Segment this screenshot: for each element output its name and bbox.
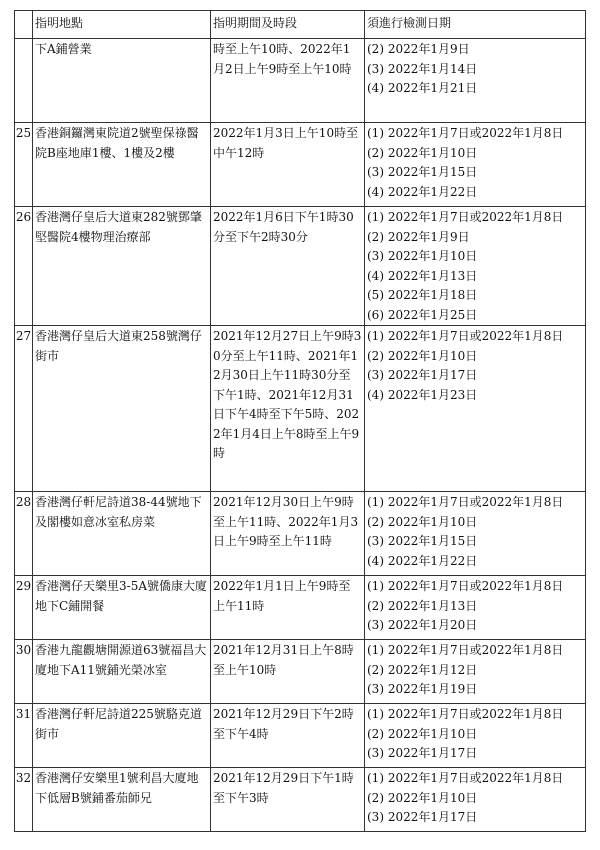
period-cell: 2021年12月29日下午2時至下午4時 — [211, 704, 365, 768]
location-cell: 下A鋪營業 — [33, 39, 211, 123]
period-cell: 2022年1月1日上午9時至上午11時 — [211, 576, 365, 640]
test-date: (2) 2022年1月9日 — [367, 229, 470, 244]
test-date: (3) 2022年1月15日 — [367, 534, 478, 548]
test-date: (4) 2022年1月21日 — [367, 81, 478, 95]
row-number: 26 — [15, 207, 33, 326]
test-date: (3) 2022年1月17日 — [367, 368, 478, 382]
location-cell: 香港灣仔軒尼詩道38-44號地下及閣樓如意冰室私房菜 — [33, 492, 211, 576]
header-dates: 須進行檢測日期 — [365, 11, 586, 39]
test-date: (1) 2022年1月7日或2022年1月8日 — [367, 643, 564, 657]
test-date: (1) 2022年1月7日或2022年1月8日 — [367, 771, 564, 785]
test-date: (5) 2022年1月18日 — [367, 288, 478, 302]
period-cell: 2021年12月27日上午9時30分至上午11時、2021年12月30日上午11時30分至下午1時、2021年12月31日下午4時至下午5時、2022年1月4日上午8時至上午9時 — [211, 326, 365, 492]
table-row — [15, 576, 586, 640]
test-date: (3) 2022年1月17日 — [367, 746, 478, 760]
dates-cell — [365, 492, 586, 576]
test-date: (6) 2022年1月25日 — [367, 307, 478, 322]
location-cell: 香港九龍觀塘開源道63號福昌大廈地下A11號鋪光榮冰室 — [33, 640, 211, 704]
location-cell: 香港灣仔天樂里3-5A號僑康大廈地下C鋪開餐 — [33, 576, 211, 640]
test-date: (3) 2022年1月15日 — [367, 165, 478, 179]
header-location: 指明地點 — [33, 11, 211, 39]
header-period: 指明期間及時段 — [211, 11, 365, 39]
testing-schedule-table — [14, 10, 586, 832]
period-cell: 時至上午10時、2022年1月2日上午9時至上午10時 — [211, 39, 365, 123]
dates-cell — [365, 326, 586, 492]
test-date: (3) 2022年1月10日 — [367, 249, 478, 263]
table-row — [15, 39, 586, 123]
location-cell: 香港灣仔皇后大道東282號鄧肇堅醫院4樓物理治療部 — [33, 207, 211, 326]
header-number — [15, 11, 33, 39]
test-date: (2) 2022年1月12日 — [367, 662, 478, 677]
test-date: (3) 2022年1月20日 — [367, 618, 478, 632]
table-row — [15, 123, 586, 207]
table-header-row — [15, 11, 586, 39]
test-date: (2) 2022年1月10日 — [367, 726, 478, 741]
dates-cell — [365, 768, 586, 832]
test-date: (1) 2022年1月7日或2022年1月8日 — [367, 126, 564, 140]
row-number: 28 — [15, 492, 33, 576]
dates-cell — [365, 207, 586, 326]
row-number: 30 — [15, 640, 33, 704]
table-row — [15, 492, 586, 576]
test-date: (2) 2022年1月13日 — [367, 598, 478, 613]
test-date: (3) 2022年1月14日 — [367, 61, 478, 76]
test-date: (4) 2022年1月22日 — [367, 184, 478, 199]
location-cell: 香港灣仔皇后大道東258號灣仔街市 — [33, 326, 211, 492]
dates-cell — [365, 640, 586, 704]
test-date: (1) 2022年1月7日或2022年1月8日 — [367, 329, 564, 343]
table-row — [15, 768, 586, 832]
row-number: 27 — [15, 326, 33, 492]
dates-cell — [365, 123, 586, 207]
test-date: (3) 2022年1月17日 — [367, 810, 478, 824]
test-date: (2) 2022年1月10日 — [367, 348, 478, 363]
location-cell: 香港灣仔軒尼詩道225號駱克道街市 — [33, 704, 211, 768]
test-date: (4) 2022年1月13日 — [367, 268, 478, 283]
table-row — [15, 704, 586, 768]
dates-cell — [365, 576, 586, 640]
row-number: 29 — [15, 576, 33, 640]
test-date: (1) 2022年1月7日或2022年1月8日 — [367, 707, 564, 721]
dates-cell — [365, 704, 586, 768]
test-date: (3) 2022年1月19日 — [367, 682, 478, 696]
test-date: (4) 2022年1月23日 — [367, 387, 478, 402]
period-cell: 2021年12月29日下午1時至下午3時 — [211, 768, 365, 832]
row-number: 25 — [15, 123, 33, 207]
test-date: (1) 2022年1月7日或2022年1月8日 — [367, 210, 564, 224]
period-cell: 2022年1月3日上午10時至中午12時 — [211, 123, 365, 207]
test-date: (2) 2022年1月10日 — [367, 514, 478, 529]
dates-cell — [365, 39, 586, 123]
table-row — [15, 207, 586, 326]
period-cell: 2021年12月30日上午9時至上午11時、2022年1月3日上午9時至上午11時 — [211, 492, 365, 576]
test-date: (4) 2022年1月22日 — [367, 553, 478, 568]
location-cell: 香港灣仔安樂里1號利昌大廈地下低層B號鋪番茄師兄 — [33, 768, 211, 832]
test-date: (2) 2022年1月10日 — [367, 790, 478, 805]
test-date: (2) 2022年1月10日 — [367, 145, 478, 160]
table-row — [15, 326, 586, 492]
row-number: 32 — [15, 768, 33, 832]
test-date: (1) 2022年1月7日或2022年1月8日 — [367, 579, 564, 593]
row-number: 31 — [15, 704, 33, 768]
table-row — [15, 640, 586, 704]
period-cell: 2022年1月6日下午1時30分至下午2時30分 — [211, 207, 365, 326]
table-body — [15, 39, 586, 832]
location-cell: 香港銅鑼灣東院道2號聖保祿醫院B座地庫1樓、1樓及2樓 — [33, 123, 211, 207]
test-date: (2) 2022年1月9日 — [367, 42, 470, 56]
period-cell: 2021年12月31日上午8時至上午10時 — [211, 640, 365, 704]
row-number — [15, 39, 33, 123]
test-date: (1) 2022年1月7日或2022年1月8日 — [367, 495, 564, 509]
